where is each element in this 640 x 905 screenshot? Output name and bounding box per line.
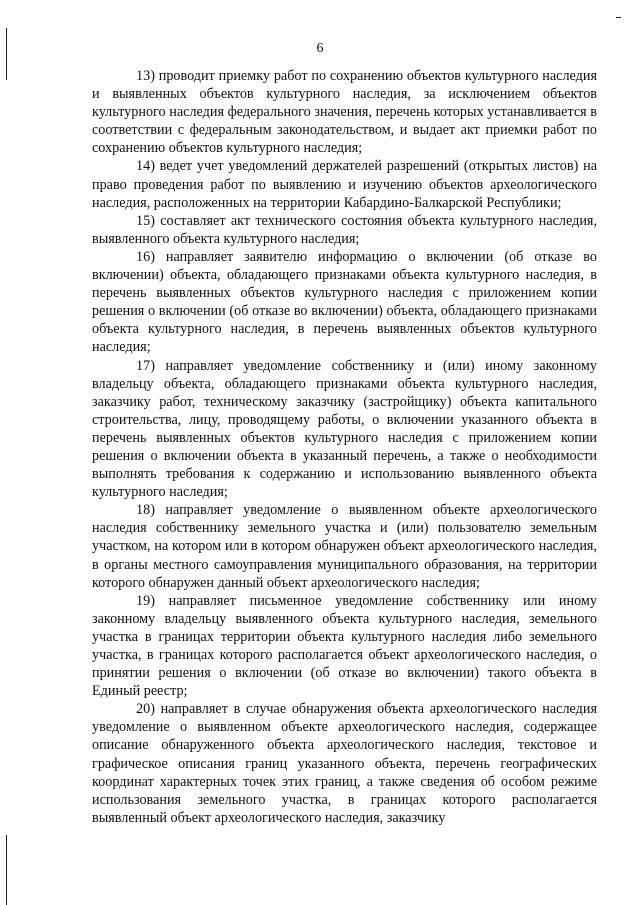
paragraph-item-13: 13) проводит приемку работ по сохранению объектов культурного наследия и выявленных объектов культурного наследия, за исключением объектов культурного наследия федерального значения, перечень которых устанавливается в соответствии с федеральным законодательством, и выдает акт приемки работ по сохранению объектов культурного наследия; [92,68,597,157]
paragraph-item-20: 20) направляет в случае обнаружения объекта археологического наследия уведомление о выявленном объекте археологического наследия, содержащее описание обнаруженного объекта археологического наследия, текстовое и графическое описания границ указанного объекта, перечень географических координат характерных точек этих границ, а также сведения об особом режиме использования земельного участка, в границах которого располагается выявленный объект археологического наследия, заказчику [92,701,597,826]
scan-edge-mark-top-right [616,17,621,18]
page-number: 6 [316,41,324,56]
paragraph-item-16: 16) направляет заявителю информацию о включении (об отказе во включении) объекта, обладающего признаками объекта культурного наследия, в перечень выявленных объектов культурного наследия с приложением копии решения о включении (об отказе во включении) объекта, обладающего признаками объекта культурного наследия, в перечень выявленных объектов культурного наследия; [92,248,597,356]
paragraph-item-14: 14) ведет учет уведомлений держателей разрешений (открытых листов) на право проведения работ по выявлению и изучению объектов археологического наследия, расположенных на территории Кабардино-Балкарской Республики; [92,158,597,211]
document-body [92,67,597,827]
paragraph-item-17: 17) направляет уведомление собственнику и (или) иному законному владельцу объекта, обладающего признаками объекта культурного наследия, заказчику работ, техническому заказчику (застройщику) объекта капитального строительства, лицу, проводящему работы, о включении указанного объекта в перечень выявленных объектов культурного наследия с приложением копии решения о включении объекта в указанный перечень, а также о необходимости выполнять требования к содержанию и использованию выявленного объекта культурного наследия; [92,357,597,501]
paragraph-item-15: 15) составляет акт технического состояния объекта культурного наследия, выявленного объекта культурного наследия; [92,212,597,247]
paragraph-item-18: 18) направляет уведомление о выявленном объекте археологического наследия собственнику земельного участка и (или) пользователю земельным участком, на котором или в котором обнаружен объект археологического наследия, в органы местного самоуправления муниципального образования, на территории которого обнаружен данный объект археологического наследия; [92,502,597,591]
paragraph-item-19: 19) направляет письменное уведомление собственнику или иному законному владельцу выявленного объекта культурного наследия, земельного участка в границах территории объекта культурного наследия либо земельного участка, в границах которого располагается объект археологического наследия, о принятии решения о включении (об отказе во включении) такого объекта в Единый реестр; [92,592,597,700]
scan-edge-mark-bottom-left [6,835,7,905]
